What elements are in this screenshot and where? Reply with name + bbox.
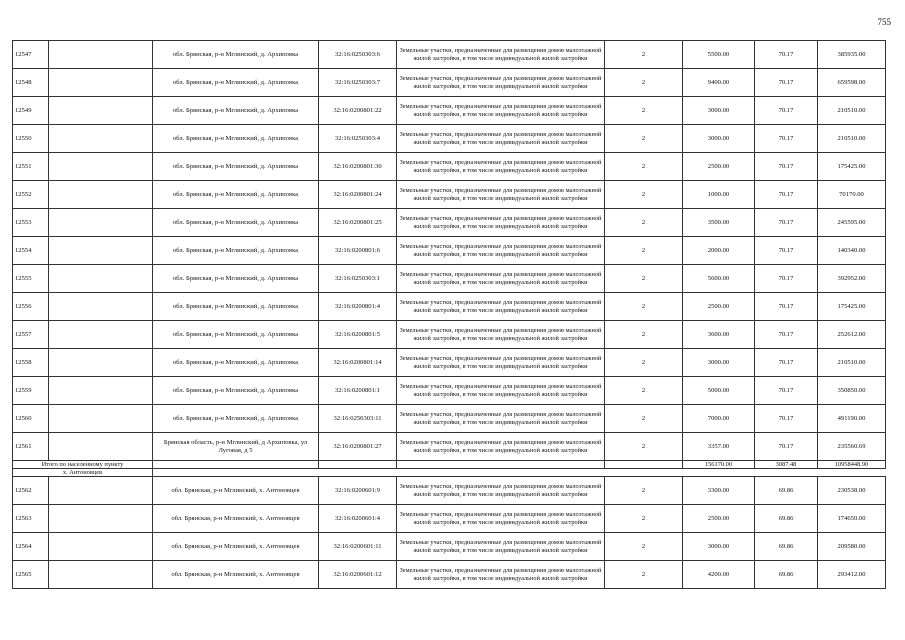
row-cadastral-value: 235560.69 (818, 433, 886, 461)
row-empty-cell (49, 69, 153, 97)
row-area: 5500.00 (683, 41, 755, 69)
total-empty-address (153, 461, 319, 469)
row-cadastral-value: 174650.00 (818, 505, 886, 533)
row-address: обл. Брянская, р-н Мглинский, д. Архиповка (153, 405, 319, 433)
row-category: 2 (605, 349, 683, 377)
total-area: 156170.00 (683, 461, 755, 469)
row-area: 2500.00 (683, 153, 755, 181)
table-row (13, 377, 886, 405)
row-id: 12555 (13, 265, 49, 293)
row-address: обл. Брянская, р-н Мглинский, х. Антоновцев (153, 505, 319, 533)
row-id: 12549 (13, 97, 49, 125)
row-id: 12550 (13, 125, 49, 153)
row-cadastral-number: 32:16:0200801:27 (319, 433, 397, 461)
row-empty-cell (49, 125, 153, 153)
total-empty-use (397, 461, 605, 469)
row-rate: 69.86 (755, 561, 818, 589)
row-area: 2000.00 (683, 237, 755, 265)
row-category: 2 (605, 405, 683, 433)
row-address: Брянская область, р-н Мглинский, д Архиповка, ул Луговая, д 5 (153, 433, 319, 461)
table-row (13, 237, 886, 265)
row-rate: 70.17 (755, 321, 818, 349)
row-id: 12565 (13, 561, 49, 589)
table-row (13, 349, 886, 377)
row-land-use: Земельные участки, предназначенные для размещения домов малоэтажной жилой застройки, в том числе индивидуальной жилой застройки (397, 69, 605, 97)
row-category: 2 (605, 377, 683, 405)
row-address: обл. Брянская, р-н Мглинский, д. Архиповка (153, 69, 319, 97)
row-area: 3000.00 (683, 97, 755, 125)
table-row (13, 533, 886, 561)
row-empty-cell (49, 321, 153, 349)
row-id: 12551 (13, 153, 49, 181)
row-address: обл. Брянская, р-н Мглинский, д. Архиповка (153, 321, 319, 349)
row-empty-cell (49, 181, 153, 209)
row-rate: 70.17 (755, 293, 818, 321)
row-empty-cell (49, 405, 153, 433)
row-category: 2 (605, 561, 683, 589)
row-address: обл. Брянская, р-н Мглинский, д. Архиповка (153, 349, 319, 377)
table-row (13, 265, 886, 293)
row-cadastral-value: 252612.00 (818, 321, 886, 349)
row-category: 2 (605, 69, 683, 97)
row-land-use: Земельные участки, предназначенные для размещения домов малоэтажной жилой застройки, в том числе индивидуальной жилой застройки (397, 41, 605, 69)
row-address: обл. Брянская, р-н Мглинский, д. Архиповка (153, 153, 319, 181)
row-id: 12561 (13, 433, 49, 461)
row-land-use: Земельные участки, предназначенные для размещения домов малоэтажной жилой застройки, в том числе индивидуальной жилой застройки (397, 561, 605, 589)
row-id: 12554 (13, 237, 49, 265)
row-id: 12547 (13, 41, 49, 69)
row-id: 12559 (13, 377, 49, 405)
row-category: 2 (605, 125, 683, 153)
row-id: 12558 (13, 349, 49, 377)
row-empty-cell (49, 477, 153, 505)
row-land-use: Земельные участки, предназначенные для размещения домов малоэтажной жилой застройки, в том числе индивидуальной жилой застройки (397, 405, 605, 433)
row-land-use: Земельные участки, предназначенные для размещения домов малоэтажной жилой застройки, в том числе индивидуальной жилой застройки (397, 209, 605, 237)
row-category: 2 (605, 209, 683, 237)
row-category: 2 (605, 153, 683, 181)
locality-total-row (13, 461, 886, 469)
row-area: 5600.00 (683, 265, 755, 293)
row-rate: 70.17 (755, 97, 818, 125)
row-cadastral-number: 32:16:0200801:6 (319, 237, 397, 265)
row-empty-cell (49, 97, 153, 125)
row-cadastral-number: 32:16:0200601:4 (319, 505, 397, 533)
row-rate: 69.86 (755, 533, 818, 561)
row-rate: 70.17 (755, 69, 818, 97)
table-row (13, 153, 886, 181)
row-cadastral-value: 491190.00 (818, 405, 886, 433)
row-empty-cell (49, 533, 153, 561)
row-address: обл. Брянская, р-н Мглинский, д. Архиповка (153, 41, 319, 69)
row-cadastral-value: 350850.00 (818, 377, 886, 405)
row-id: 12557 (13, 321, 49, 349)
row-cadastral-number: 32:16:0200801:4 (319, 293, 397, 321)
row-cadastral-value: 293412.00 (818, 561, 886, 589)
locality-blank (153, 469, 886, 477)
row-cadastral-number: 32:16:0200801:14 (319, 349, 397, 377)
land-registry-table (12, 40, 886, 589)
row-category: 2 (605, 321, 683, 349)
table-row (13, 293, 886, 321)
row-category: 2 (605, 293, 683, 321)
row-address: обл. Брянская, р-н Мглинский, д. Архиповка (153, 181, 319, 209)
row-rate: 70.17 (755, 377, 818, 405)
row-cadastral-number: 32:16:0250303:7 (319, 69, 397, 97)
row-empty-cell (49, 209, 153, 237)
row-cadastral-number: 32:16:0200801:24 (319, 181, 397, 209)
row-category: 2 (605, 533, 683, 561)
row-land-use: Земельные участки, предназначенные для размещения домов малоэтажной жилой застройки, в том числе индивидуальной жилой застройки (397, 265, 605, 293)
row-rate: 69.86 (755, 477, 818, 505)
row-cadastral-value: 140340.00 (818, 237, 886, 265)
table-row (13, 69, 886, 97)
table-body-archipovka (13, 41, 886, 461)
row-empty-cell (49, 433, 153, 461)
row-address: обл. Брянская, р-н Мглинский, д. Архиповка (153, 265, 319, 293)
table-row (13, 561, 886, 589)
row-cadastral-number: 32:16:0200801:5 (319, 321, 397, 349)
row-rate: 70.17 (755, 125, 818, 153)
row-land-use: Земельные участки, предназначенные для размещения домов малоэтажной жилой застройки, в том числе индивидуальной жилой застройки (397, 97, 605, 125)
row-empty-cell (49, 505, 153, 533)
row-rate: 70.17 (755, 209, 818, 237)
row-cadastral-number: 32:16:0250303:6 (319, 41, 397, 69)
row-cadastral-number: 32:16:0250303:4 (319, 125, 397, 153)
row-area: 9400.00 (683, 69, 755, 97)
row-address: обл. Брянская, р-н Мглинский, д. Архиповка (153, 125, 319, 153)
row-address: обл. Брянская, р-н Мглинский, х. Антоновцев (153, 533, 319, 561)
row-category: 2 (605, 97, 683, 125)
row-empty-cell (49, 349, 153, 377)
row-address: обл. Брянская, р-н Мглинский, д. Архиповка (153, 237, 319, 265)
row-cadastral-value: 210510.00 (818, 125, 886, 153)
row-area: 5000.00 (683, 377, 755, 405)
row-address: обл. Брянская, р-н Мглинский, х. Антоновцев (153, 477, 319, 505)
row-address: обл. Брянская, р-н Мглинский, д. Архиповка (153, 293, 319, 321)
row-cadastral-value: 659598.00 (818, 69, 886, 97)
row-category: 2 (605, 237, 683, 265)
row-rate: 70.17 (755, 153, 818, 181)
row-category: 2 (605, 41, 683, 69)
row-area: 4200.00 (683, 561, 755, 589)
row-land-use: Земельные участки, предназначенные для размещения домов малоэтажной жилой застройки, в том числе индивидуальной жилой застройки (397, 321, 605, 349)
row-land-use: Земельные участки, предназначенные для размещения домов малоэтажной жилой застройки, в том числе индивидуальной жилой застройки (397, 181, 605, 209)
row-land-use: Земельные участки, предназначенные для размещения домов малоэтажной жилой застройки, в том числе индивидуальной жилой застройки (397, 125, 605, 153)
row-rate: 70.17 (755, 41, 818, 69)
row-area: 1000.00 (683, 181, 755, 209)
row-area: 3600.00 (683, 321, 755, 349)
table-row (13, 97, 886, 125)
row-cadastral-number: 32:16:0250303:11 (319, 405, 397, 433)
row-land-use: Земельные участки, предназначенные для размещения домов малоэтажной жилой застройки, в том числе индивидуальной жилой застройки (397, 293, 605, 321)
row-empty-cell (49, 293, 153, 321)
table-row (13, 41, 886, 69)
row-land-use: Земельные участки, предназначенные для размещения домов малоэтажной жилой застройки, в том числе индивидуальной жилой застройки (397, 237, 605, 265)
table-row (13, 209, 886, 237)
row-cadastral-number: 32:16:0200801:22 (319, 97, 397, 125)
row-rate: 70.17 (755, 349, 818, 377)
locality-name: х. Антоновцев (13, 469, 153, 477)
page-number: 755 (877, 17, 891, 27)
row-area: 3300.00 (683, 477, 755, 505)
row-cadastral-number: 32:16:0200801:25 (319, 209, 397, 237)
row-area: 3000.00 (683, 349, 755, 377)
row-cadastral-value: 210510.00 (818, 97, 886, 125)
row-empty-cell (49, 377, 153, 405)
row-cadastral-number: 32:16:0200801:1 (319, 377, 397, 405)
row-category: 2 (605, 433, 683, 461)
row-category: 2 (605, 477, 683, 505)
row-rate: 70.17 (755, 405, 818, 433)
row-address: обл. Брянская, р-н Мглинский, д. Архиповка (153, 209, 319, 237)
row-empty-cell (49, 265, 153, 293)
row-empty-cell (49, 561, 153, 589)
row-id: 12553 (13, 209, 49, 237)
row-cadastral-number: 32:16:0250303:1 (319, 265, 397, 293)
total-empty-category (605, 461, 683, 469)
locality-header-row (13, 469, 886, 477)
table-row (13, 477, 886, 505)
table-row (13, 181, 886, 209)
table-body-antonovtsev (13, 477, 886, 589)
row-land-use: Земельные участки, предназначенные для размещения домов малоэтажной жилой застройки, в том числе индивидуальной жилой застройки (397, 477, 605, 505)
row-id: 12556 (13, 293, 49, 321)
total-empty-cadastral (319, 461, 397, 469)
table-row (13, 505, 886, 533)
row-area: 3500.00 (683, 209, 755, 237)
row-address: обл. Брянская, р-н Мглинский, д. Архиповка (153, 377, 319, 405)
row-id: 12562 (13, 477, 49, 505)
row-cadastral-number: 32:16:0200801:30 (319, 153, 397, 181)
row-land-use: Земельные участки, предназначенные для размещения домов малоэтажной жилой застройки, в том числе индивидуальной жилой застройки (397, 349, 605, 377)
row-rate: 70.17 (755, 265, 818, 293)
row-id: 12552 (13, 181, 49, 209)
row-area: 3000.00 (683, 125, 755, 153)
row-empty-cell (49, 41, 153, 69)
row-cadastral-value: 245595.00 (818, 209, 886, 237)
row-cadastral-value: 175425.00 (818, 153, 886, 181)
row-area: 3000.00 (683, 533, 755, 561)
row-empty-cell (49, 237, 153, 265)
row-rate: 70.17 (755, 433, 818, 461)
row-cadastral-value: 385935.00 (818, 41, 886, 69)
table-row (13, 321, 886, 349)
row-rate: 70.17 (755, 181, 818, 209)
table-row (13, 125, 886, 153)
row-land-use: Земельные участки, предназначенные для размещения домов малоэтажной жилой застройки, в том числе индивидуальной жилой застройки (397, 505, 605, 533)
row-cadastral-number: 32:16:0200601:11 (319, 533, 397, 561)
row-area: 3357.00 (683, 433, 755, 461)
row-rate: 70.17 (755, 237, 818, 265)
row-cadastral-value: 210510.00 (818, 349, 886, 377)
row-rate: 69.86 (755, 505, 818, 533)
row-category: 2 (605, 181, 683, 209)
row-empty-cell (49, 153, 153, 181)
total-value: 10958448.90 (818, 461, 886, 469)
row-address: обл. Брянская, р-н Мглинский, х. Антоновцев (153, 561, 319, 589)
row-cadastral-value: 392952.00 (818, 265, 886, 293)
row-cadastral-value: 230538.00 (818, 477, 886, 505)
row-id: 12564 (13, 533, 49, 561)
row-area: 7000.00 (683, 405, 755, 433)
total-label: Итого по населенному пункту (13, 461, 153, 469)
row-area: 2500.00 (683, 293, 755, 321)
row-land-use: Земельные участки, предназначенные для размещения домов малоэтажной жилой застройки, в том числе индивидуальной жилой застройки (397, 433, 605, 461)
row-id: 12560 (13, 405, 49, 433)
row-category: 2 (605, 505, 683, 533)
row-address: обл. Брянская, р-н Мглинский, д. Архиповка (153, 97, 319, 125)
row-land-use: Земельные участки, предназначенные для размещения домов малоэтажной жилой застройки, в том числе индивидуальной жилой застройки (397, 533, 605, 561)
row-category: 2 (605, 265, 683, 293)
row-cadastral-value: 175425.00 (818, 293, 886, 321)
row-cadastral-number: 32:16:0200601:12 (319, 561, 397, 589)
row-cadastral-value: 209580.00 (818, 533, 886, 561)
row-id: 12548 (13, 69, 49, 97)
total-rate: 3087.48 (755, 461, 818, 469)
row-cadastral-number: 32:16:0200601:9 (319, 477, 397, 505)
row-id: 12563 (13, 505, 49, 533)
table-row (13, 405, 886, 433)
row-area: 2500.00 (683, 505, 755, 533)
row-land-use: Земельные участки, предназначенные для размещения домов малоэтажной жилой застройки, в том числе индивидуальной жилой застройки (397, 153, 605, 181)
row-cadastral-value: 70170.00 (818, 181, 886, 209)
row-land-use: Земельные участки, предназначенные для размещения домов малоэтажной жилой застройки, в том числе индивидуальной жилой застройки (397, 377, 605, 405)
table-row (13, 433, 886, 461)
